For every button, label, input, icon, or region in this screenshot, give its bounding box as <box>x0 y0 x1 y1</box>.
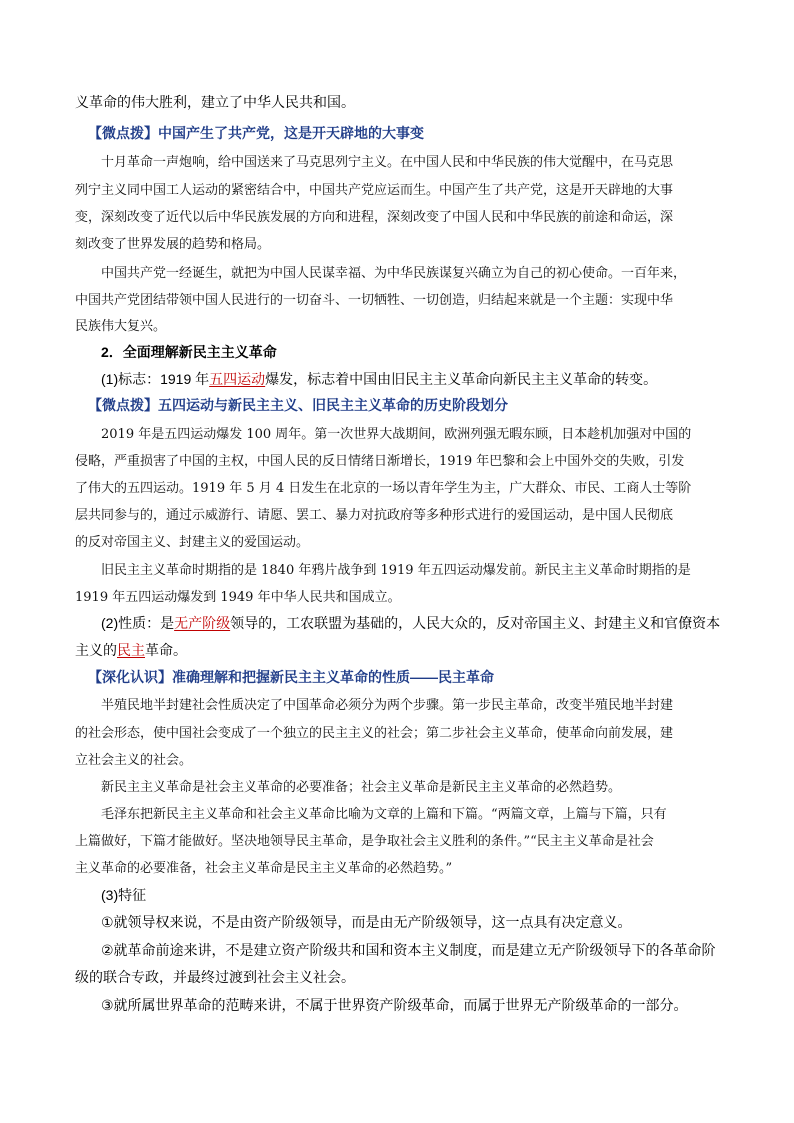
features-heading: (3)特征 <box>101 887 147 903</box>
tip-tag: 【微点拨】 <box>88 125 158 141</box>
tip3-line: 立社会主义的社会。 <box>75 753 193 768</box>
tip1-line: 列宁主义同中国工人运动的紧密结合中，中国共产党应运而生。中国产生了共产党，这是开天辟地的大事 <box>75 183 674 198</box>
paragraph-nature-cont: 主义的民主革命。 <box>75 642 187 658</box>
tip3-line: 新民主主义革命是社会主义革命的必要准备；社会主义革命是新民主主义革命的必然趋势。 <box>101 780 622 795</box>
tip-title: 五四运动与新民主主义、旧民主主义革命的历史阶段划分 <box>158 397 508 413</box>
paragraph-nature: (2)性质：是无产阶级领导的，工农联盟为基础的，人民大众的，反对帝国主义、封建主义和官僚资本 <box>101 615 721 631</box>
tip1-line: 中国共产党团结带领中国人民进行的一切奋斗、一切牺牲、一切创造，归结起来就是一个主题：实现中华 <box>75 293 674 308</box>
tip1-line: 民族伟大复兴。 <box>75 319 167 334</box>
feature-item-cont: 级的联合专政，并最终过渡到社会主义社会。 <box>75 969 355 985</box>
feature-item: ③就所属世界革命的范畴来讲，不属于世界资产阶级革命，而属于世界无产阶级革命的一部分。 <box>101 997 688 1013</box>
tip-title: 准确理解和把握新民主主义革命的性质——民主革命 <box>172 669 494 685</box>
tip2-line: 2019 年是五四运动爆发 100 周年。第一次世界大战期间，欧洲列强无暇东顾，日本趁机加强对中国的 <box>101 427 692 442</box>
key-term: 无产阶级 <box>174 615 231 631</box>
tip2-line: 侵略，严重损害了中国的主权，中国人民的反日情绪日渐增长，1919 年巴黎和会上中国外交的失败，引发 <box>75 454 685 469</box>
tip1-line: 变，深刻改变了近代以后中华民族发展的方向和进程，深刻改变了中国人民和中华民族的前途和命运，深 <box>75 210 674 225</box>
tip-tag: 【深化认识】 <box>88 669 172 685</box>
tip3-line: 半殖民地半封建社会性质决定了中国革命必须分为两个步骤。第一步民主革命，改变半殖民地半封建 <box>101 698 674 713</box>
tip2-line: 了伟大的五四运动。1919 年 5 月 4 日发生在北京的一场以青年学生为主，广大群众、市民、工商人士等阶 <box>75 481 692 496</box>
tip2-line: 层共同参与的，通过示威游行、请愿、罢工、暴力对抗政府等多种形式进行的爱国运动，是中国人民彻底 <box>75 508 674 523</box>
tip1-line: 中国共产党一经诞生，就把为中国人民谋幸福、为中华民族谋复兴确立为自己的初心使命。一百年来， <box>101 266 687 281</box>
tip3-line: 主义革命的必要准备，社会主义革命是民主主义革命的必然趋势。” <box>75 861 453 876</box>
tip3-line: 的社会形态，使中国社会变成了一个独立的民主主义的社会；第二步社会主义革命，使革命向前发展，建 <box>75 726 674 741</box>
section-heading: 2．全面理解新民主主义革命 <box>101 344 277 360</box>
key-term: 五四运动 <box>209 371 266 387</box>
tip2-line: 的反对帝国主义、封建主义的爱国运动。 <box>75 535 310 550</box>
tip1-line: 十月革命一声炮响，给中国送来了马克思列宁主义。在中国人民和中华民族的伟大觉醒中，在马克思 <box>101 155 674 170</box>
tip2-line: 1919 年五四运动爆发到 1949 年中华人民共和国成立。 <box>75 590 401 605</box>
key-term: 民主 <box>117 642 145 658</box>
tip-title: 中国产生了共产党，这是开天辟地的大事变 <box>158 125 424 141</box>
tip1-line: 刻改变了世界发展的趋势和格局。 <box>75 237 271 252</box>
tip3-line: 上篇做好，下篇才能做好。坚决地领导民主革命，是争取社会主义胜利的条件。”“民主主义革命是社会 <box>75 834 654 849</box>
feature-item: ②就革命前途来讲，不是建立资产阶级共和国和资本主义制度，而是建立无产阶级领导下的各革命阶 <box>101 942 716 958</box>
tip-heading-1 <box>88 123 424 143</box>
tip-heading-3 <box>88 667 494 687</box>
tip3-line: 毛泽东把新民主主义革命和社会主义革命比喻为文章的上篇和下篇。“两篇文章，上篇与下篇，只有 <box>101 807 667 822</box>
tip-heading-2 <box>88 395 508 415</box>
feature-item: ①就领导权来说，不是由资产阶级领导，而是由无产阶级领导，这一点具有决定意义。 <box>101 914 632 930</box>
paragraph-marker: (1)标志：1919 年五四运动爆发，标志着中国由旧民主主义革命向新民主主义革命的转变。 <box>101 371 658 387</box>
tip2-line: 旧民主主义革命时期指的是 1840 年鸦片战争到 1919 年五四运动爆发前。新民主主义革命时期指的是 <box>101 563 691 578</box>
tip-tag: 【微点拨】 <box>88 397 158 413</box>
paragraph-continuation: 义革命的伟大胜利，建立了中华人民共和国。 <box>75 94 355 110</box>
